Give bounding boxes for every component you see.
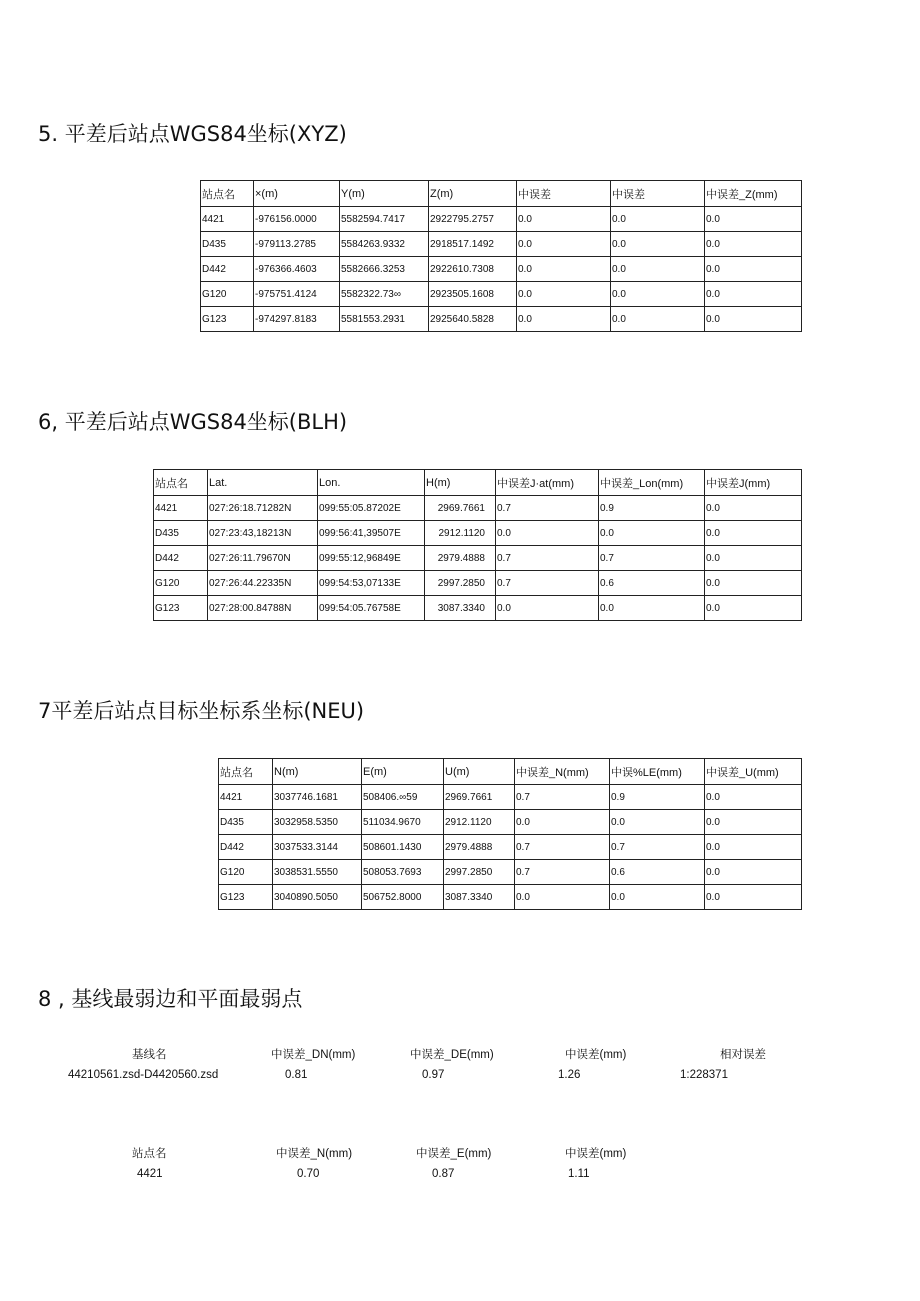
table-cell: 2997.2850: [425, 571, 496, 596]
table-cell: 0.0: [705, 521, 802, 546]
table-cell: 0.0: [705, 496, 802, 521]
table-cell: G120: [154, 571, 208, 596]
table-cell: 0.0: [705, 546, 802, 571]
table-cell: 0.0: [705, 571, 802, 596]
summary-header: 基线名: [132, 1049, 167, 1061]
table-cell: 0.0: [611, 307, 705, 332]
table-cell: 3032958.5350: [273, 810, 362, 835]
table-cell: 0.0: [705, 785, 802, 810]
table-cell: 2979.4888: [444, 835, 515, 860]
table-cell: 0.0: [705, 860, 802, 885]
summary-value: 0.70: [297, 1168, 320, 1180]
table-cell: 2918517.1492: [429, 232, 517, 257]
table-cell: 0.0: [611, 207, 705, 232]
table-cell: 0.7: [515, 785, 610, 810]
table-cell: 0.0: [515, 810, 610, 835]
table-cell: 027:26:11.79670N: [208, 546, 318, 571]
col-header: Lon.: [318, 470, 425, 496]
table-cell: 508601.1430: [362, 835, 444, 860]
summary-value: 1:228371: [680, 1069, 728, 1081]
table-cell: 0.0: [705, 307, 802, 332]
section-6-title: 6, 平差后站点WGS84坐标(BLH): [38, 410, 348, 434]
table-cell: 0.0: [705, 232, 802, 257]
summary-value: 0.87: [432, 1168, 455, 1180]
table-cell: 0.9: [599, 496, 705, 521]
table-cell: 0.0: [611, 282, 705, 307]
table-cell: 2912.1120: [444, 810, 515, 835]
col-header: E(m): [362, 759, 444, 785]
table-cell: D442: [154, 546, 208, 571]
table-row: [219, 860, 802, 885]
table-cell: 0.0: [705, 207, 802, 232]
table-row: [201, 307, 802, 332]
summary-header: 中误差(mm): [565, 1049, 627, 1061]
table-cell: 0.0: [611, 257, 705, 282]
table-cell: 0.7: [610, 835, 705, 860]
col-header: Z(m): [429, 181, 517, 207]
table-cell: G123: [154, 596, 208, 621]
summary-value: 4421: [137, 1168, 163, 1180]
table-cell: 2969.7661: [425, 496, 496, 521]
table-cell: 2969.7661: [444, 785, 515, 810]
col-header: 中误差: [517, 181, 611, 207]
table-cell: 2912.1120: [425, 521, 496, 546]
table-cell: 0.0: [496, 521, 599, 546]
table-row: [219, 885, 802, 910]
summary-value: 0.97: [422, 1069, 445, 1081]
table-cell: 0.0: [517, 307, 611, 332]
table-row: [219, 785, 802, 810]
table-cell: 5584263.9332: [340, 232, 429, 257]
summary-header: 中误差_DN(mm): [271, 1049, 356, 1061]
summary-header: 中误差_E(mm): [416, 1148, 492, 1160]
summary-value: 44210561.zsd-D4420560.zsd: [68, 1069, 219, 1081]
col-header: 中误差J(mm): [705, 470, 802, 496]
table-cell: 2923505.1608: [429, 282, 517, 307]
table-cell: 0.7: [515, 860, 610, 885]
table-header-row: [219, 759, 802, 785]
summary-header: 中误差_DE(mm): [410, 1049, 494, 1061]
table-cell: -976366.4603: [254, 257, 340, 282]
table-cell: 2979.4888: [425, 546, 496, 571]
table-cell: 508053.7693: [362, 860, 444, 885]
col-header: 中误%LE(mm): [610, 759, 705, 785]
table-cell: G123: [219, 885, 273, 910]
table-cell: 0.6: [610, 860, 705, 885]
table-cell: 0.7: [496, 571, 599, 596]
table-row: [201, 232, 802, 257]
table-cell: D435: [154, 521, 208, 546]
table-cell: 0.0: [517, 282, 611, 307]
col-header: 中误差: [611, 181, 705, 207]
blh-table: [153, 469, 802, 621]
table-cell: 0.0: [705, 885, 802, 910]
table-row: [219, 810, 802, 835]
table-cell: 0.0: [610, 810, 705, 835]
table-cell: -979113.2785: [254, 232, 340, 257]
table-cell: 0.0: [517, 257, 611, 282]
table-header-row: [154, 470, 802, 496]
table-cell: 099:54:53,07133E: [318, 571, 425, 596]
table-cell: 0.7: [496, 546, 599, 571]
table-cell: 0.0: [705, 596, 802, 621]
table-cell: G123: [201, 307, 254, 332]
table-cell: 0.9: [610, 785, 705, 810]
table-cell: 2997.2850: [444, 860, 515, 885]
table-cell: 0.0: [705, 835, 802, 860]
table-cell: 3087.3340: [444, 885, 515, 910]
table-row: [154, 521, 802, 546]
col-header: N(m): [273, 759, 362, 785]
col-header: 站点名: [201, 181, 254, 207]
col-header: ×(m): [254, 181, 340, 207]
summary-value: 0.81: [285, 1069, 308, 1081]
table-cell: 5582594.7417: [340, 207, 429, 232]
table-cell: 027:28:00.84788N: [208, 596, 318, 621]
table-cell: 0.0: [599, 596, 705, 621]
table-cell: G120: [219, 860, 273, 885]
weakest-baseline-summary: [0, 1046, 920, 1091]
table-cell: 0.0: [599, 521, 705, 546]
table-cell: 3087.3340: [425, 596, 496, 621]
table-cell: 0.0: [610, 885, 705, 910]
table-cell: 3037746.1681: [273, 785, 362, 810]
table-cell: 0.0: [496, 596, 599, 621]
summary-value: 1.11: [568, 1168, 590, 1180]
summary-value: 1.26: [558, 1069, 581, 1081]
table-row: [154, 496, 802, 521]
table-cell: 511034.9670: [362, 810, 444, 835]
table-cell: 3040890.5050: [273, 885, 362, 910]
xyz-table: [200, 180, 802, 332]
table-cell: 0.0: [705, 257, 802, 282]
table-cell: 5582322.73∞: [340, 282, 429, 307]
table-cell: 0.0: [517, 207, 611, 232]
col-header: 中误差J·at(mm): [496, 470, 599, 496]
table-row: [201, 282, 802, 307]
table-cell: 0.0: [611, 232, 705, 257]
weakest-point-summary: [0, 1145, 920, 1190]
col-header: Y(m): [340, 181, 429, 207]
table-cell: 027:26:18.71282N: [208, 496, 318, 521]
neu-table: [218, 758, 802, 910]
table-cell: D435: [201, 232, 254, 257]
table-cell: 2922795.2757: [429, 207, 517, 232]
summary-header: 相对误差: [720, 1049, 766, 1061]
section-7-title: 7平差后站点目标坐标系坐标(NEU): [38, 699, 365, 723]
table-cell: 0.0: [705, 282, 802, 307]
table-cell: D442: [201, 257, 254, 282]
table-cell: 4421: [201, 207, 254, 232]
table-cell: 4421: [219, 785, 273, 810]
summary-header: 中误差_N(mm): [276, 1148, 353, 1160]
table-cell: 0.6: [599, 571, 705, 596]
table-row: [154, 546, 802, 571]
table-cell: 099:55:12,96849E: [318, 546, 425, 571]
table-cell: 508406.∞59: [362, 785, 444, 810]
table-cell: 0.7: [496, 496, 599, 521]
table-cell: 0.0: [517, 232, 611, 257]
summary-header: 中误差(mm): [565, 1148, 627, 1160]
table-cell: -976156.0000: [254, 207, 340, 232]
section-8-title: 8 , 基线最弱边和平面最弱点: [38, 987, 303, 1011]
table-cell: 0.7: [515, 835, 610, 860]
table-cell: 0.0: [515, 885, 610, 910]
table-cell: D442: [219, 835, 273, 860]
table-cell: 506752.8000: [362, 885, 444, 910]
table-cell: G120: [201, 282, 254, 307]
col-header: 中误差_Lon(mm): [599, 470, 705, 496]
table-cell: D435: [219, 810, 273, 835]
col-header: U(m): [444, 759, 515, 785]
table-row: [219, 835, 802, 860]
col-header: 站点名: [219, 759, 273, 785]
table-cell: 4421: [154, 496, 208, 521]
table-cell: 099:54:05.76758E: [318, 596, 425, 621]
table-cell: 0.0: [705, 810, 802, 835]
col-header: Lat.: [208, 470, 318, 496]
table-cell: 2922610.7308: [429, 257, 517, 282]
table-row: [201, 257, 802, 282]
table-row: [154, 596, 802, 621]
table-row: [201, 207, 802, 232]
table-row: [154, 571, 802, 596]
table-cell: 099:55:05.87202E: [318, 496, 425, 521]
col-header: 中误差_U(mm): [705, 759, 802, 785]
table-cell: 5581553.2931: [340, 307, 429, 332]
table-cell: 2925640.5828: [429, 307, 517, 332]
table-cell: 099:56:41,39507E: [318, 521, 425, 546]
section-5-title: 5. 平差后站点WGS84坐标(XYZ): [38, 122, 347, 146]
col-header: H(m): [425, 470, 496, 496]
table-cell: 3037533.3144: [273, 835, 362, 860]
table-cell: -975751.4124: [254, 282, 340, 307]
table-cell: 0.7: [599, 546, 705, 571]
table-header-row: [201, 181, 802, 207]
table-cell: 3038531.5550: [273, 860, 362, 885]
table-cell: 027:26:44.22335N: [208, 571, 318, 596]
col-header: 中误差_Z(mm): [705, 181, 802, 207]
col-header: 站点名: [154, 470, 208, 496]
table-cell: 027:23:43,18213N: [208, 521, 318, 546]
summary-header: 站点名: [132, 1148, 167, 1160]
table-cell: 5582666.3253: [340, 257, 429, 282]
table-cell: -974297.8183: [254, 307, 340, 332]
col-header: 中误差_N(mm): [515, 759, 610, 785]
